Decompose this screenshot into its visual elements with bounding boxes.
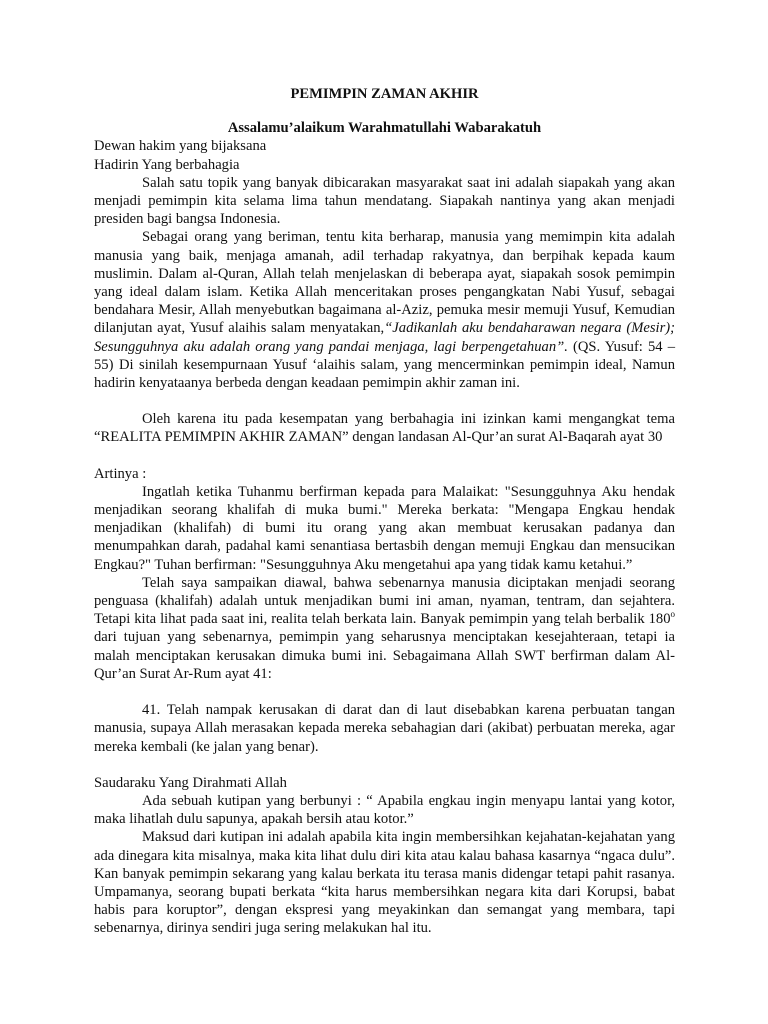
paragraph-reality-text: Telah saya sampaikan diawal, bahwa sebenarnya manusia diciptakan menjadi seorang penguasa (khalifah) adalah untuk menjadikan bumi ini aman, nyaman, tentram, dan sejahtera. Tetapi kita lihat pada saat ini, realita telah berkata lain. Banyak pemimpin yang telah berbalik 180	[94, 574, 675, 628]
paragraph-ideal-leader-text: Sebagai orang yang beriman, tentu kita berharap, manusia yang memimpin kita adalah manusia yang baik, menjaga amanah, adil terhadap rakyatnya, dan berpihak kepada kaum muslimin. Dalam al-Quran, Allah telah menjelaskan di beberapa ayat, siapakah sosok pemimpin yang ideal dalam islam. Ketika Allah menceritakan proses pengangkatan Nabi Yusuf, sebagai bendahara Mesir, Allah menyebutkan bagaimana al-Aziz, pemuka mesir memuji Yusuf, Kemudian dilanjutan ayat, Yusuf alaihis salam menyatakan,	[94, 229, 675, 337]
paragraph-theme: Oleh karena itu pada kesempatan yang berbahagia ini izinkan kami mengangkat tema “REALITA PEMIMPIN AKHIR ZAMAN” dengan landasan Al-Qur’an surat Al-Baqarah ayat 30	[94, 411, 675, 446]
paragraph-ideal-leader-text-end: (QS. Yusuf: 54 – 55) Di sinilah kesempurnaan Yusuf ‘alaihis salam, yang mencerminkan pemimpin ideal, Namun hadirin kenyataanya berbeda dengan keadaan pemimpin akhir zaman ini.	[94, 338, 676, 392]
paragraph-intro: Salah satu topik yang banyak dibicarakan masyarakat saat ini adalah siapakah yang akan menjadi pemimpin kita selama lima tahun mendatang. Siapakah nantinya yang akan menjadi presiden bagi bangsa Indonesia.	[94, 174, 675, 228]
quran-quote-yusuf: “Jadikanlah aku bendaharawan negara (Mesir); Sesungguhnya aku adalah orang yang pandai menjaga, lagi berpengetahuan”.	[94, 320, 676, 355]
paragraph-quote: Ada sebuah kutipan yang berbunyi : “ Apabila engkau ingin menyapu lantai yang kotor, maka lihatlah dulu sapunya, apakah bersih atau kotor.”	[94, 792, 675, 828]
paragraph-explanation: Maksud dari kutipan ini adalah apabila kita ingin membersihkan kejahatan-kejahatan yang ada dinegara kita misalnya, maka kita lihat dulu diri kita atau kalau bahasa kasarnya “ngaca dulu”. Kan banyak pemimpin sekarang yang kalau berkata itu terasa manis didengar tetapi pahit rasanya. Umpamanya, seorang bupati berkata “kita harus membersihkan negara kita dari Korupsi, babat habis para koruptor”, dengan ekspresi yang meyakinkan dan semangat yang membara, tapi sebenarnya, dirinya sendiri juga sering melakukan hal itu.	[94, 829, 675, 937]
translation-label: Artinya :	[94, 465, 147, 482]
greeting: Assalamu’alaikum Warahmatullahi Wabarakatuh	[227, 120, 542, 137]
verse-ar-rum-41: 41. Telah nampak kerusakan di darat dan di laut disebabkan karena perbuatan tangan manusia, supaya Allah merasakan kepada mereka sebahagian dari (akibat) perbuatan mereka, agar mereka kembali (ke jalan yang benar).	[94, 702, 675, 755]
degree-superscript: o	[670, 609, 675, 620]
paragraph-reality-text-end: dari tujuan yang sebenarnya, pemimpin yang seharusnya menciptakan kesejahteraan, tetapi ia malah menciptakan kerusakan dimuka bumi ini. Sebagaimana Allah SWT berfirman dalam Al-Qur’an Surat Ar-Rum ayat 41:	[94, 629, 675, 682]
paragraph-reality	[94, 574, 675, 683]
salutation-brothers: Saudaraku Yang Dirahmati Allah	[94, 774, 287, 791]
document-title: PEMIMPIN ZAMAN AKHIR	[290, 86, 479, 102]
salutation-audience: Hadirin Yang berbahagia	[94, 156, 240, 173]
salutation-judges: Dewan hakim yang bijaksana	[94, 138, 267, 155]
paragraph-ideal-leader	[94, 228, 675, 392]
paragraph-translation: Ingatlah ketika Tuhanmu berfirman kepada para Malaikat: "Sesungguhnya Aku hendak menjadikan seorang khalifah di muka bumi." Mereka berkata: "Mengapa Engkau hendak menjadikan (khalifah) di bumi itu orang yang akan membuat kerusakan padanya dan menumpahkan darah, padahal kami senantiasa bertasbih dengan memuji Engkau dan mensucikan Engkau?" Tuhan berfirman: "Sesungguhnya Aku mengetahui apa yang tidak kamu ketahui.”	[94, 483, 675, 573]
